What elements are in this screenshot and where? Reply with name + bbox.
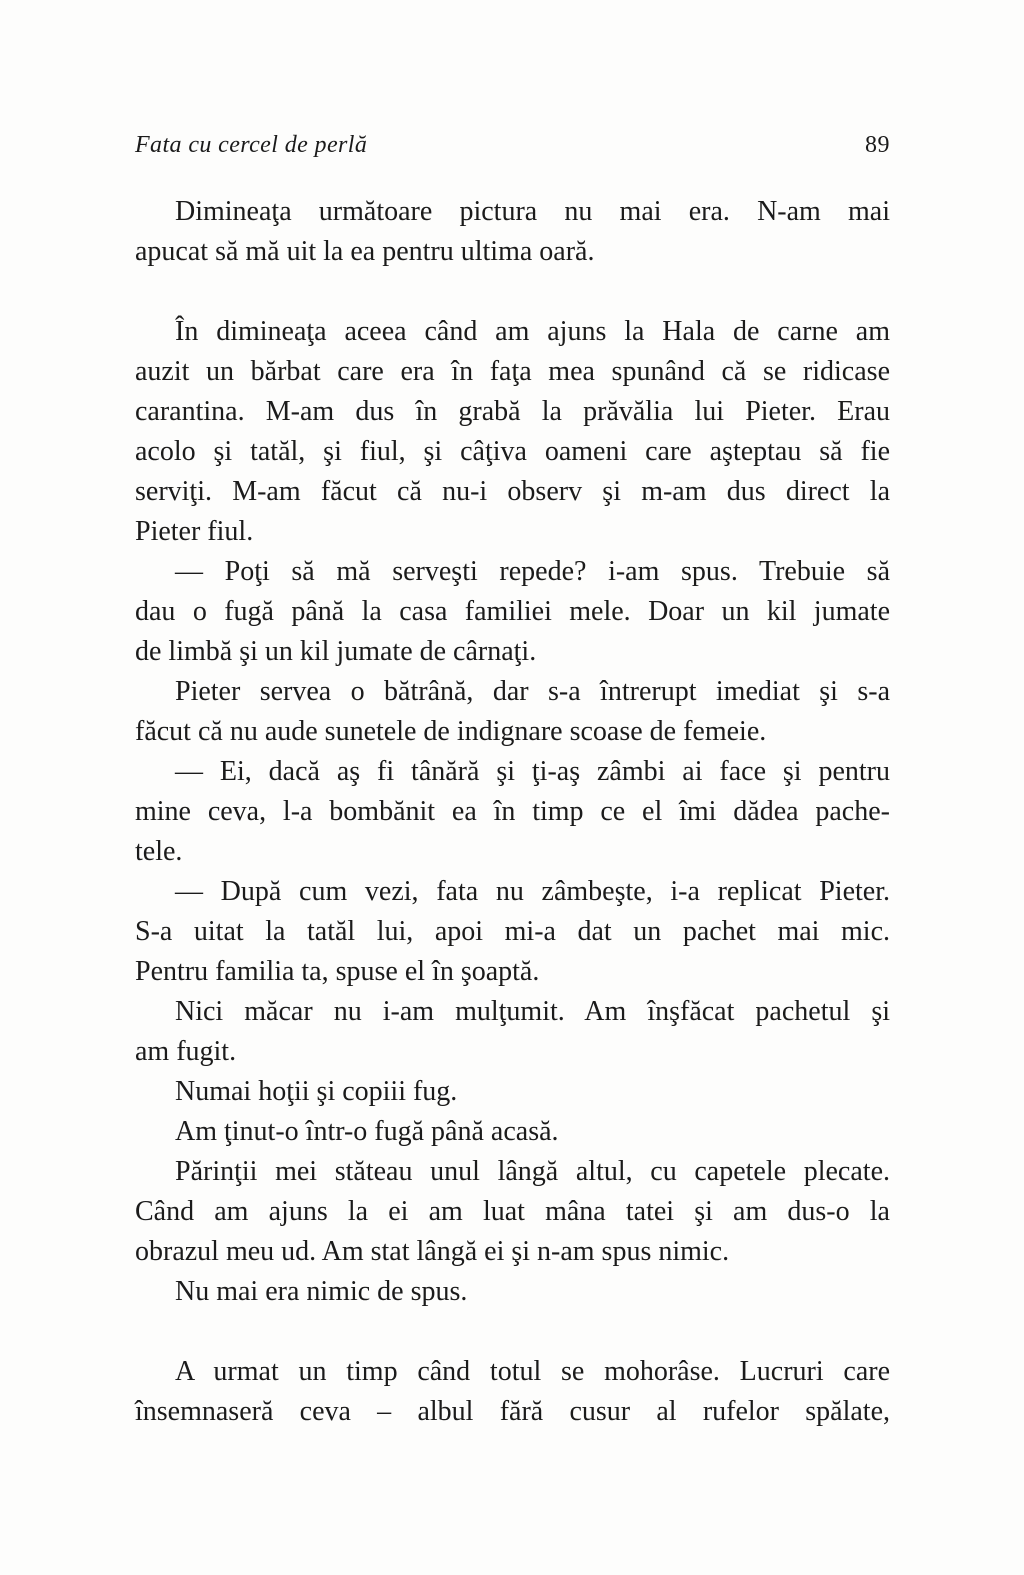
text-line: Dimineaţa următoare pictura nu mai era. N-am mai	[175, 196, 890, 227]
text-line: Pieter servea o bătrână, dar s-a întrerupt imediat şi s-a	[175, 676, 890, 707]
paragraph	[135, 552, 890, 672]
text-line: Pentru familia ta, spuse el în şoaptă.	[135, 956, 540, 987]
text-line: serviţi. M-am făcut că nu-i observ şi m-am dus direct la	[135, 476, 890, 507]
text-line: În dimineaţa aceea când am ajuns la Hala de carne am	[175, 316, 890, 347]
paragraph	[135, 1072, 890, 1112]
page-number: 89	[865, 132, 890, 158]
text-line: acolo şi tatăl, şi fiul, şi câţiva oameni care aşteptau să fie	[135, 436, 890, 467]
text-line: de limbă şi un kil jumate de cârnaţi.	[135, 636, 537, 667]
page-body	[135, 192, 890, 1432]
paragraph	[135, 872, 890, 992]
text-line: obrazul meu ud. Am stat lângă ei şi n-am spus nimic.	[135, 1236, 730, 1267]
text-line: Nu mai era nimic de spus.	[175, 1276, 468, 1307]
text-line: am fugit.	[135, 1036, 237, 1067]
text-line: S-a uitat la tatăl lui, apoi mi-a dat un pachet mai mic.	[135, 916, 890, 947]
text-line: dau o fugă până la casa familiei mele. Doar un kil jumate	[135, 596, 890, 627]
text-line: Când am ajuns la ei am luat mâna tatei şi am dus-o la	[135, 1196, 890, 1227]
text-line: Nici măcar nu i-am mulţumit. Am înşfăcat pachetul şi	[175, 996, 890, 1027]
paragraph	[135, 192, 890, 272]
text-line: însemnaseră ceva – albul fără cusur al rufelor spălate,	[135, 1396, 890, 1427]
paragraph	[135, 1352, 890, 1432]
paragraph	[135, 672, 890, 752]
paragraph	[135, 992, 890, 1072]
paragraph	[135, 1112, 890, 1152]
text-line: mine ceva, l-a bombănit ea în timp ce el îmi dădea pache-	[135, 796, 890, 827]
text-line: tele.	[135, 836, 183, 867]
text-line: A urmat un timp când totul se mohorâse. Lucruri care	[175, 1356, 890, 1387]
running-header	[135, 131, 890, 159]
text-line: Pieter fiul.	[135, 516, 254, 547]
paragraph	[135, 312, 890, 552]
text-line: carantina. M-am dus în grabă la prăvălia lui Pieter. Erau	[135, 396, 890, 427]
text-line: Numai hoţii şi copiii fug.	[175, 1076, 458, 1107]
text-line: Părinţii mei stăteau unul lângă altul, cu capetele plecate.	[175, 1156, 890, 1187]
text-line: apucat să mă uit la ea pentru ultima oară.	[135, 236, 595, 267]
paragraph	[135, 752, 890, 872]
text-line: — Ei, dacă aş fi tânără şi ţi-aş zâmbi ai face şi pentru	[175, 756, 890, 787]
text-line: auzit un bărbat care era în faţa mea spunând că se ridicase	[135, 356, 890, 387]
text-line: — După cum vezi, fata nu zâmbeşte, i-a replicat Pieter.	[175, 876, 890, 907]
text-line: — Poţi să mă serveşti repede? i-am spus. Trebuie să	[175, 556, 890, 587]
running-header-title: Fata cu cercel de perlă	[135, 132, 368, 158]
text-line: Am ţinut-o într-o fugă până acasă.	[175, 1116, 559, 1147]
paragraph	[135, 1152, 890, 1272]
text-line: făcut că nu aude sunetele de indignare scoase de femeie.	[135, 716, 767, 747]
paragraph	[135, 1272, 890, 1312]
